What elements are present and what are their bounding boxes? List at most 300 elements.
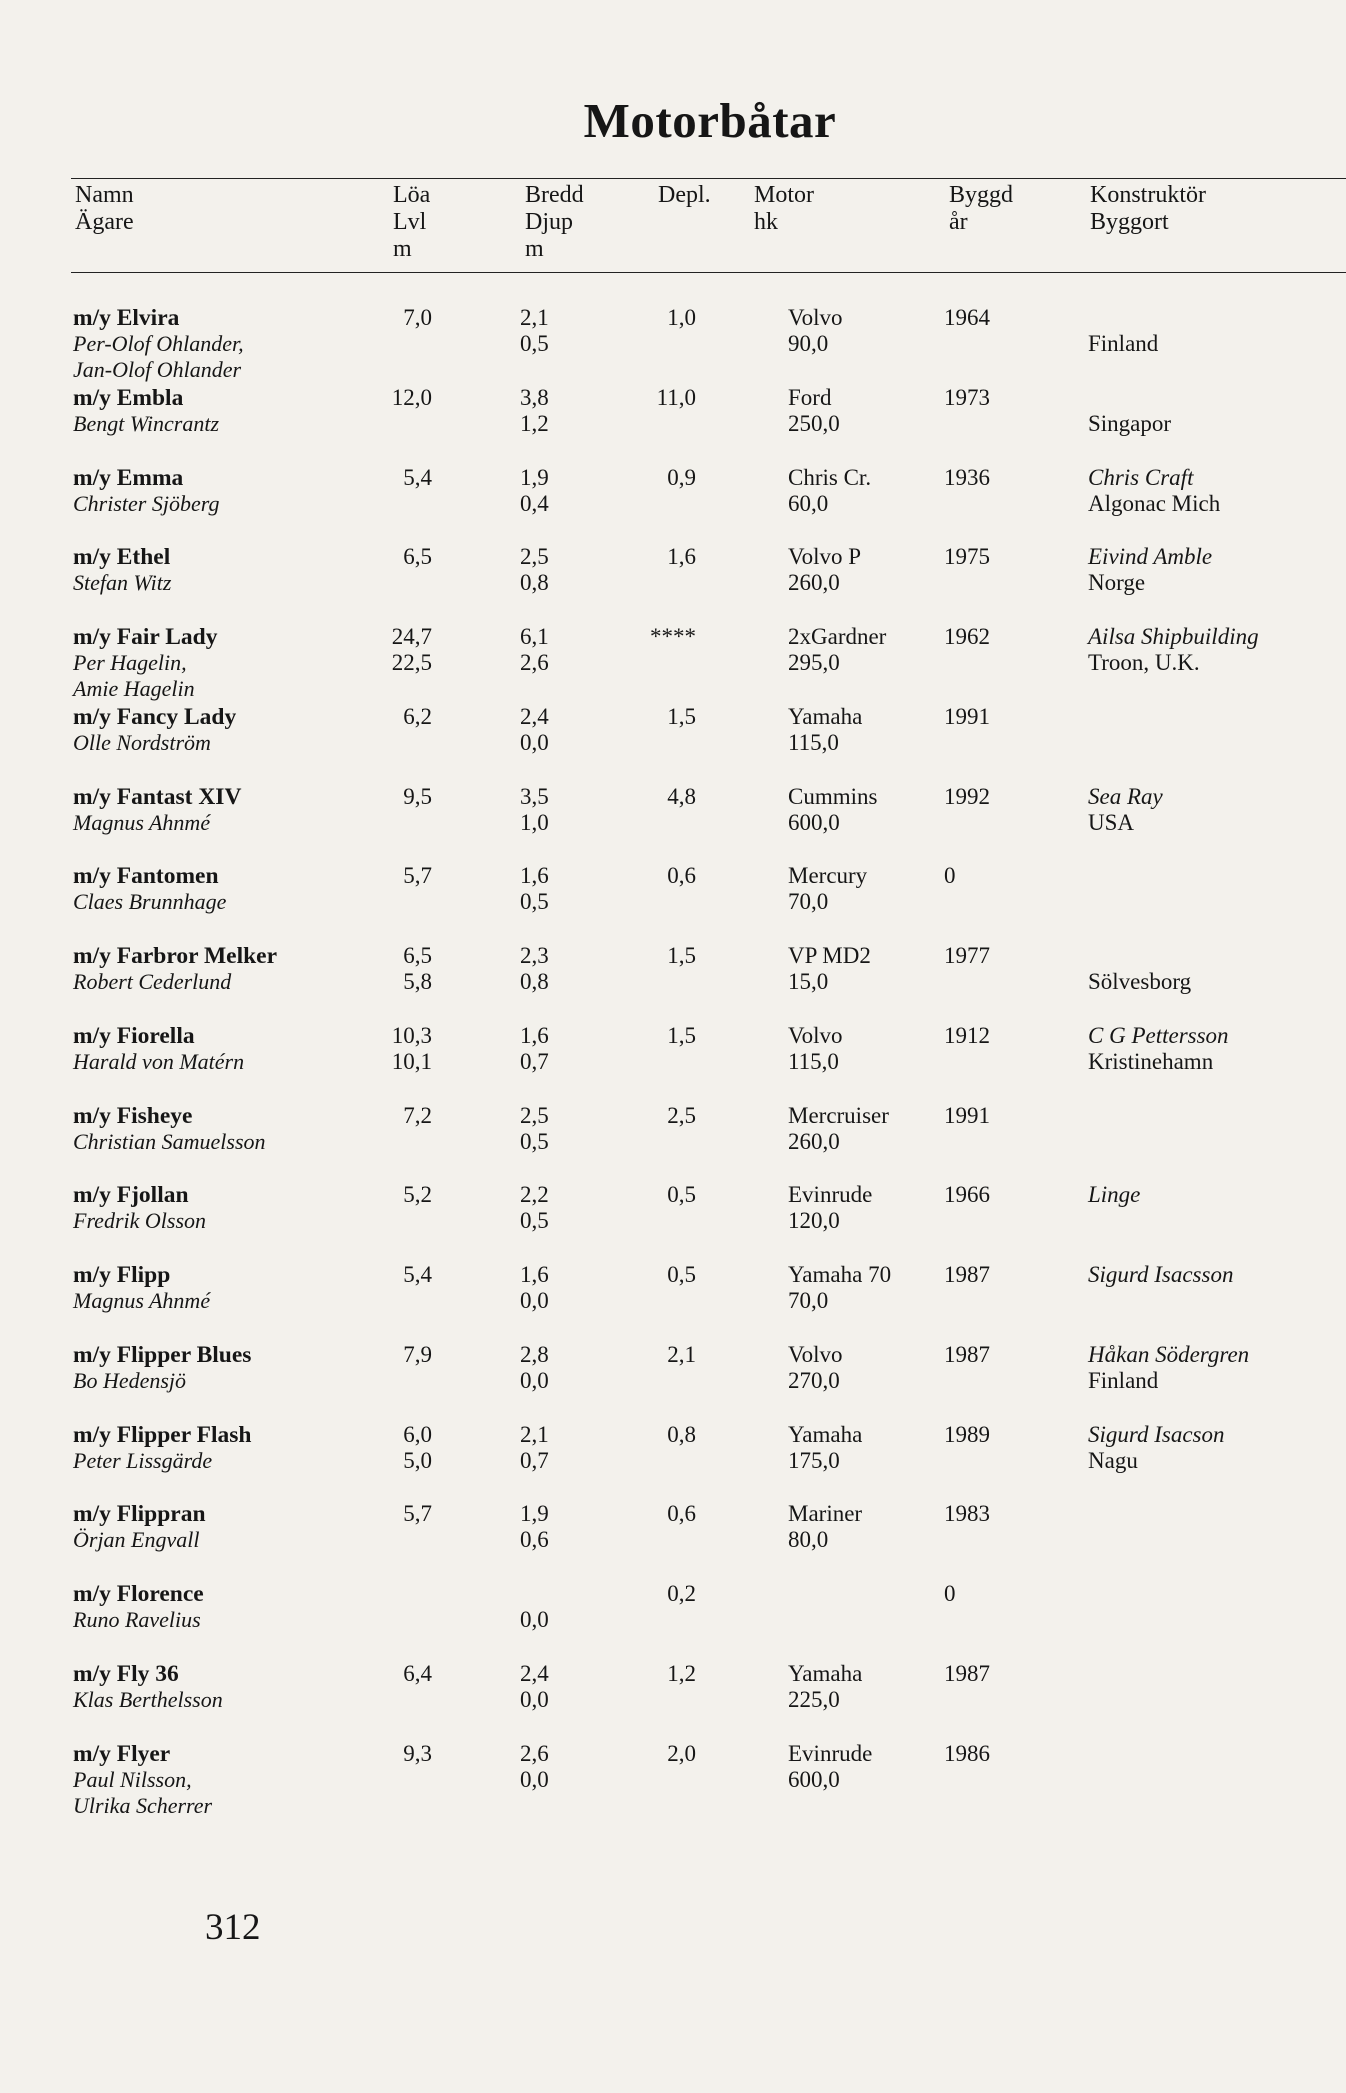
boat-owner: Magnus Ahnmé <box>73 809 211 835</box>
byggd <box>944 1422 990 1448</box>
bredd-djup-value: 0,0 <box>520 729 549 755</box>
loa-lvl-value <box>340 1208 432 1234</box>
loa-lvl-value: 24,7 <box>391 624 432 649</box>
depl-value: 0,5 <box>667 1262 696 1287</box>
header-depl <box>658 182 711 209</box>
loa-lvl-value: 7,2 <box>403 1102 432 1128</box>
depl <box>640 943 696 969</box>
konstruktor-byggort-value <box>1088 1103 1094 1129</box>
konstruktor-byggort <box>1088 1661 1094 1713</box>
boat-entry <box>0 1661 1346 1736</box>
motor-hk-value: 80,0 <box>788 1527 829 1553</box>
byggd-value: 1989 <box>944 1421 990 1447</box>
byggd-value: 0 <box>944 863 956 889</box>
boat-owner: Örjan Engvall <box>73 1527 200 1553</box>
byggd-value: 1983 <box>944 1501 990 1527</box>
depl-value: 0,2 <box>667 1581 696 1606</box>
boat-name: m/y Florence <box>73 1581 204 1607</box>
motor-hk-value: 115,0 <box>788 729 839 755</box>
depl <box>640 465 696 491</box>
byggd <box>944 544 990 570</box>
bredd-djup-value: 0,7 <box>520 1447 549 1473</box>
boat-owner: Christian Samuelsson <box>73 1128 266 1154</box>
boat-owner: Bo Hedensjö <box>73 1367 187 1393</box>
motor-hk <box>788 943 871 995</box>
konstruktor-byggort-value <box>1088 1581 1094 1607</box>
byggd-value: 1987 <box>944 1341 990 1367</box>
motor-hk-value: Volvo <box>788 1022 843 1048</box>
loa-lvl <box>340 624 432 676</box>
konstruktor-byggort-value: Algonac Mich <box>1088 490 1221 516</box>
loa-lvl-value <box>340 810 432 836</box>
konstruktor-byggort-value <box>1088 943 1191 969</box>
boat-name: m/y Flipper Blues <box>73 1341 252 1368</box>
bredd-djup <box>520 784 549 836</box>
byggd <box>944 1103 990 1129</box>
loa-lvl-value: 5,7 <box>403 863 432 889</box>
loa-lvl <box>340 863 432 915</box>
konstruktor-byggort-value <box>1088 385 1171 411</box>
motor-hk-value: Evinrude <box>788 1740 873 1766</box>
konstruktor-byggort-value: USA <box>1088 809 1135 835</box>
bredd-djup <box>520 1501 549 1553</box>
konstruktor-byggort-value: Sigurd Isacson <box>1088 1421 1225 1447</box>
loa-lvl-value: 9,3 <box>403 1740 432 1766</box>
header-label: m <box>393 236 412 262</box>
depl-value: 1,0 <box>667 305 696 330</box>
konstruktor-byggort <box>1088 544 1212 596</box>
depl <box>640 1023 696 1049</box>
bredd-djup-value: 0,8 <box>520 570 549 596</box>
byggd <box>944 784 990 810</box>
bredd-djup-value: 2,5 <box>520 1102 549 1128</box>
konstruktor-byggort-value <box>1088 730 1094 756</box>
konstruktor-byggort <box>1088 1741 1094 1793</box>
byggd <box>944 305 990 331</box>
loa-lvl-value <box>340 1581 432 1607</box>
byggd-value: 1936 <box>944 464 990 490</box>
depl-value: 1,5 <box>667 943 696 968</box>
bredd-djup-value: 6,1 <box>520 624 549 649</box>
header-label: Lvl <box>393 209 427 235</box>
motor-hk-value: Yamaha 70 <box>788 1262 892 1287</box>
bredd-djup <box>520 1023 549 1075</box>
loa-lvl-value: 7,0 <box>403 305 432 330</box>
boat-name: m/y Fancy Lady <box>73 703 237 730</box>
byggd <box>944 1741 990 1767</box>
loa-lvl <box>340 1023 432 1075</box>
boat-owner: Peter Lissgärde <box>73 1447 213 1473</box>
byggd-value: 1966 <box>944 1182 990 1208</box>
motor-hk <box>788 1182 872 1234</box>
motor-hk-value: 175,0 <box>788 1447 840 1473</box>
bredd-djup-value: 2,6 <box>520 650 549 675</box>
bredd-djup-value: 1,2 <box>520 410 549 436</box>
depl-value: 1,5 <box>667 703 696 729</box>
bredd-djup-value: 1,6 <box>520 1262 549 1287</box>
boat-name: m/y Fisheye <box>73 1102 193 1129</box>
depl <box>640 1741 696 1767</box>
bredd-djup-value: 1,6 <box>520 863 549 889</box>
motor-hk-value: 120,0 <box>788 1208 840 1234</box>
loa-lvl-value <box>340 1288 432 1314</box>
boat-owner: Robert Cederlund <box>73 969 232 994</box>
bredd-djup-value: 0,7 <box>520 1048 549 1074</box>
konstruktor-byggort-value: Nagu <box>1088 1447 1138 1473</box>
konstruktor-byggort <box>1088 1023 1229 1075</box>
boat-entry <box>0 465 1346 540</box>
header-label: Bredd <box>525 182 584 208</box>
byggd <box>944 624 990 650</box>
motor-hk-value: Mercruiser <box>788 1102 889 1128</box>
motor-hk-value: Ford <box>788 384 832 410</box>
loa-lvl-value: 5,4 <box>403 464 432 490</box>
bredd-djup-value: 0,5 <box>520 1208 549 1234</box>
motor-hk-value: Cummins <box>788 783 878 809</box>
konstruktor-byggort-value: Sea Ray <box>1088 783 1163 809</box>
loa-lvl <box>340 1741 432 1793</box>
header-label: Djup <box>525 209 573 235</box>
loa-lvl-value <box>340 1607 432 1633</box>
konstruktor-byggort-value: Singapor <box>1088 410 1172 436</box>
byggd <box>944 863 956 889</box>
boat-entry <box>0 1103 1346 1178</box>
motor-hk-value: VP MD2 <box>788 943 871 968</box>
loa-lvl-value: 6,5 <box>403 544 432 570</box>
boat-owner: Paul Nilsson, Ulrika Scherrer <box>73 1766 213 1818</box>
motor-hk-value: 600,0 <box>788 1766 840 1792</box>
depl-value: 0,8 <box>667 1421 696 1447</box>
motor-hk-value: 600,0 <box>788 809 840 835</box>
bredd-djup-value: 0,5 <box>520 331 549 356</box>
bredd-djup-value: 1,0 <box>520 809 549 835</box>
konstruktor-byggort-value <box>1088 1527 1094 1553</box>
konstruktor-byggort <box>1088 624 1259 676</box>
boat-name: m/y Fly 36 <box>73 1660 179 1687</box>
depl-value: 1,6 <box>667 544 696 570</box>
loa-lvl-value <box>340 491 432 517</box>
konstruktor-byggort <box>1088 1422 1225 1474</box>
boat-entry <box>0 863 1346 938</box>
byggd-value: 1986 <box>944 1740 990 1766</box>
header-label: Namn <box>75 182 134 208</box>
boat-owner: Christer Sjöberg <box>73 490 220 516</box>
header-byggd-ar <box>949 182 1013 236</box>
motor-hk-value: 15,0 <box>788 969 829 994</box>
loa-lvl-value: 5,0 <box>403 1447 432 1473</box>
loa-lvl-value: 22,5 <box>391 650 432 675</box>
depl-value: 2,1 <box>667 1341 696 1367</box>
motor-hk <box>788 1741 872 1793</box>
loa-lvl <box>340 1581 432 1633</box>
bredd-djup-value: 0,0 <box>520 1686 549 1712</box>
bredd-djup-value: 2,6 <box>520 1740 549 1766</box>
motor-hk-value: 250,0 <box>788 410 840 436</box>
loa-lvl-value: 10,3 <box>391 1022 432 1048</box>
konstruktor-byggort <box>1088 1103 1094 1155</box>
header-bredd-djup <box>525 182 584 263</box>
konstruktor-byggort-value: Sölvesborg <box>1088 969 1192 994</box>
motor-hk-value: Volvo <box>788 1341 843 1367</box>
konstruktor-byggort-value <box>1088 305 1158 331</box>
loa-lvl-value: 9,5 <box>403 783 432 809</box>
motor-hk <box>788 784 877 836</box>
konstruktor-byggort-value: Håkan Södergren <box>1088 1341 1250 1367</box>
bredd-djup <box>520 385 549 437</box>
byggd-value: 1973 <box>944 384 990 410</box>
boat-entry <box>0 1741 1346 1816</box>
depl-value: 0,9 <box>667 464 696 490</box>
motor-hk-value: 225,0 <box>788 1686 840 1712</box>
boat-entry <box>0 1422 1346 1497</box>
konstruktor-byggort-value: Linge <box>1088 1182 1141 1208</box>
konstruktor-byggort-value <box>1088 1767 1094 1793</box>
bredd-djup-value <box>520 1581 549 1607</box>
motor-hk <box>788 305 843 357</box>
loa-lvl-value: 6,0 <box>403 1421 432 1447</box>
loa-lvl-value: 5,2 <box>403 1182 432 1208</box>
bredd-djup <box>520 465 549 517</box>
loa-lvl-value <box>340 730 432 756</box>
byggd-value: 0 <box>944 1581 956 1606</box>
motor-hk <box>788 863 867 915</box>
byggd-value: 1964 <box>944 305 990 330</box>
boat-name: m/y Flippran <box>73 1501 206 1528</box>
byggd <box>944 465 990 491</box>
konstruktor-byggort-value: Sigurd Isacsson <box>1088 1262 1234 1287</box>
boat-entry <box>0 624 1346 699</box>
konstruktor-byggort-value <box>1088 704 1094 730</box>
boat-owner: Per Hagelin, Amie Hagelin <box>73 650 195 701</box>
konstruktor-byggort-value <box>1088 1607 1094 1633</box>
motor-hk <box>788 624 886 676</box>
boat-entry <box>0 784 1346 859</box>
motor-hk-value: 295,0 <box>788 650 840 675</box>
motor-hk-value: Yamaha <box>788 703 863 729</box>
depl <box>640 1422 696 1448</box>
byggd <box>944 1661 990 1687</box>
header-label: Byggd <box>949 182 1014 208</box>
konstruktor-byggort <box>1088 943 1191 995</box>
depl <box>640 1103 696 1129</box>
header-top-rule <box>71 178 1346 179</box>
loa-lvl <box>340 943 432 995</box>
header-label: år <box>949 209 968 235</box>
bredd-djup <box>520 1262 549 1314</box>
depl <box>640 863 696 889</box>
motor-hk-value: 260,0 <box>788 1128 840 1154</box>
konstruktor-byggort-value <box>1088 1661 1094 1687</box>
depl-value: **** <box>650 624 696 649</box>
depl-value: 1,2 <box>667 1660 696 1686</box>
bredd-djup <box>520 1661 549 1713</box>
depl-value: 11,0 <box>656 384 696 410</box>
loa-lvl-value <box>340 1767 432 1793</box>
bredd-djup <box>520 1581 549 1633</box>
bredd-djup-value: 3,5 <box>520 783 549 809</box>
bredd-djup-value: 0,4 <box>520 490 549 516</box>
konstruktor-byggort-value: Troon, U.K. <box>1088 650 1200 675</box>
bredd-djup-value: 2,1 <box>520 305 549 330</box>
byggd <box>944 1342 990 1368</box>
motor-hk-value: Yamaha <box>788 1421 863 1447</box>
header-label: Byggort <box>1090 209 1169 235</box>
boat-name: m/y Ethel <box>73 544 171 571</box>
bredd-djup <box>520 305 549 357</box>
depl-value: 1,5 <box>667 1022 696 1048</box>
motor-hk-value: 70,0 <box>788 1288 829 1313</box>
bredd-djup-value: 0,0 <box>520 1766 549 1792</box>
bredd-djup <box>520 544 549 596</box>
konstruktor-byggort-value: Ailsa Shipbuilding <box>1088 624 1259 649</box>
loa-lvl <box>340 385 432 437</box>
boat-owner: Claes Brunnhage <box>73 889 227 915</box>
bredd-djup-value: 1,9 <box>520 464 549 490</box>
byggd-value: 1991 <box>944 703 990 729</box>
loa-lvl-value: 10,1 <box>391 1048 432 1074</box>
depl <box>640 305 696 331</box>
loa-lvl <box>340 465 432 517</box>
depl <box>640 1661 696 1687</box>
boat-owner: Runo Ravelius <box>73 1607 201 1632</box>
depl-value: 2,5 <box>667 1102 696 1128</box>
byggd <box>944 385 990 411</box>
motor-hk <box>788 1103 889 1155</box>
header-bottom-rule <box>71 272 1346 273</box>
boat-name: m/y Flipper Flash <box>73 1421 252 1448</box>
byggd-value: 1977 <box>944 943 990 968</box>
boat-owner: Magnus Ahnmé <box>73 1288 211 1313</box>
motor-hk-value: 260,0 <box>788 570 840 596</box>
motor-hk-value: 115,0 <box>788 1048 839 1074</box>
motor-hk-value <box>788 1607 794 1633</box>
konstruktor-byggort-value: Eivind Amble <box>1088 544 1213 570</box>
motor-hk <box>788 544 861 596</box>
loa-lvl-value <box>340 331 432 357</box>
konstruktor-byggort-value <box>1088 1687 1094 1713</box>
depl <box>640 1262 696 1288</box>
bredd-djup-value: 1,9 <box>520 1501 549 1527</box>
byggd <box>944 1182 990 1208</box>
byggd <box>944 1023 990 1049</box>
loa-lvl-value: 6,4 <box>403 1660 432 1686</box>
bredd-djup-value: 0,6 <box>520 1527 549 1553</box>
page-title: Motorbåtar <box>583 93 837 148</box>
header-loa-lvl <box>393 182 430 263</box>
boat-name: m/y Embla <box>73 384 184 411</box>
konstruktor-byggort-value <box>1088 1501 1094 1527</box>
byggd-value: 1991 <box>944 1102 990 1128</box>
konstruktor-byggort <box>1088 784 1163 836</box>
motor-hk <box>788 1262 891 1314</box>
header-label: Löa <box>393 182 431 208</box>
boat-entry <box>0 305 1346 380</box>
motor-hk <box>788 1422 862 1474</box>
motor-hk-value: 2xGardner <box>788 624 887 649</box>
motor-hk <box>788 704 862 756</box>
loa-lvl-value <box>340 1687 432 1713</box>
loa-lvl-value: 5,4 <box>403 1262 432 1287</box>
bredd-djup <box>520 863 549 915</box>
motor-hk-value: Volvo <box>788 305 843 330</box>
boat-owner: Harald von Matérn <box>73 1048 245 1074</box>
loa-lvl <box>340 1103 432 1155</box>
konstruktor-byggort-value: Finland <box>1088 331 1159 356</box>
depl <box>640 784 696 810</box>
konstruktor-byggort-value: Finland <box>1088 1367 1159 1393</box>
boat-owner: Bengt Wincrantz <box>73 410 220 436</box>
depl-value: 0,5 <box>667 1182 696 1208</box>
boat-name: m/y Emma <box>73 464 184 491</box>
bredd-djup-value: 2,4 <box>520 703 549 729</box>
konstruktor-byggort-value: Kristinehamn <box>1088 1048 1214 1074</box>
loa-lvl-value <box>340 1368 432 1394</box>
motor-hk <box>788 1581 794 1633</box>
boat-name: m/y Fiorella <box>73 1022 195 1049</box>
boat-entry <box>0 1262 1346 1337</box>
bredd-djup <box>520 624 549 676</box>
loa-lvl-value <box>340 570 432 596</box>
header-label: hk <box>754 209 778 235</box>
motor-hk <box>788 1023 843 1075</box>
depl <box>640 704 696 730</box>
loa-lvl <box>340 1342 432 1394</box>
motor-hk-value <box>788 1581 794 1607</box>
header-label: Depl. <box>658 182 711 208</box>
bredd-djup-value: 2,5 <box>520 544 549 570</box>
motor-hk <box>788 1501 862 1553</box>
depl <box>640 544 696 570</box>
motor-hk-value: 270,0 <box>788 1367 840 1393</box>
boat-name: m/y Fair Lady <box>73 624 218 650</box>
motor-hk-value: 90,0 <box>788 331 829 356</box>
loa-lvl-value <box>340 1129 432 1155</box>
konstruktor-byggort <box>1088 1182 1140 1234</box>
loa-lvl <box>340 704 432 756</box>
konstruktor-byggort <box>1088 1262 1233 1314</box>
depl <box>640 1342 696 1368</box>
bredd-djup-value: 2,2 <box>520 1182 549 1208</box>
boat-owner: Stefan Witz <box>73 570 172 596</box>
motor-hk-value: 70,0 <box>788 889 829 915</box>
depl <box>640 1501 696 1527</box>
byggd-value: 1992 <box>944 783 990 809</box>
byggd <box>944 1501 990 1527</box>
loa-lvl-value: 5,7 <box>403 1501 432 1527</box>
loa-lvl-value: 12,0 <box>391 384 432 410</box>
boat-owner: Klas Berthelsson <box>73 1686 223 1712</box>
konstruktor-byggort-value <box>1088 1741 1094 1767</box>
konstruktor-byggort-value: C G Pettersson <box>1088 1022 1229 1048</box>
loa-lvl-value: 6,2 <box>403 703 432 729</box>
loa-lvl-value: 5,8 <box>403 969 432 994</box>
bredd-djup-value: 0,0 <box>520 1607 549 1632</box>
konstruktor-byggort-value <box>1088 863 1094 889</box>
motor-hk <box>788 1661 862 1713</box>
header-label: Ägare <box>75 209 134 235</box>
bredd-djup-value: 0,0 <box>520 1288 549 1313</box>
header-konstruktor-byggort <box>1090 182 1206 236</box>
loa-lvl <box>340 1661 432 1713</box>
konstruktor-byggort <box>1088 305 1158 357</box>
bredd-djup-value: 0,8 <box>520 969 549 994</box>
motor-hk-value: 60,0 <box>788 490 829 516</box>
bredd-djup-value: 2,4 <box>520 1660 549 1686</box>
byggd <box>944 1262 990 1288</box>
motor-hk-value: Volvo P <box>788 544 862 570</box>
bredd-djup-value: 0,5 <box>520 889 549 915</box>
bredd-djup <box>520 704 549 756</box>
